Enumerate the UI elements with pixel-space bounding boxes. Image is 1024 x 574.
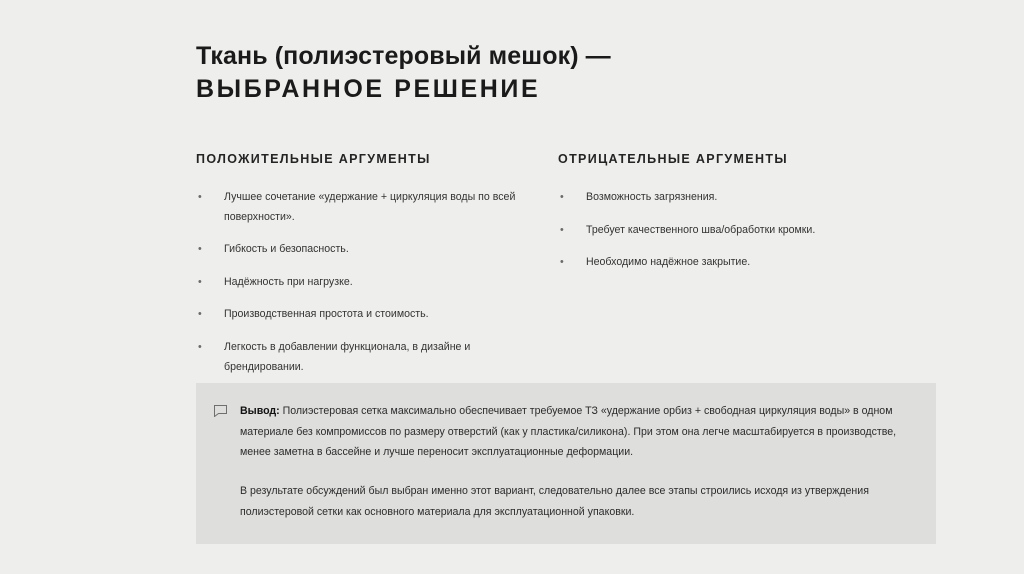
list-item [196, 338, 526, 377]
conclusion-callout [196, 383, 936, 544]
conclusion-body-1: Полиэстеровая сетка максимально обеспечивает требуемое ТЗ «удержание орбиз + свободная циркуляция воды» в одном материале без компромиссов по размеру отверстий (как у пластика/силикона). При этом она легче масштабируется в производстве, менее заметна в бассейне и лучше переносит эксплуатационные деформации. [240, 405, 897, 459]
list-item [558, 221, 888, 241]
list-item-text: Производственная простота и стоимость. [224, 308, 429, 321]
page-title [196, 40, 932, 106]
list-item [196, 305, 526, 325]
cons-list [558, 188, 888, 273]
bullet-icon: • [560, 223, 564, 236]
conclusion-paragraph-2: В результате обсуждений был выбран именно этот вариант, следовательно далее все этапы строились исходя из утверждения полиэстеровой сетки как основного материала для эксплуатационной упаковки. [240, 484, 869, 518]
list-item [196, 273, 526, 293]
bullet-icon: • [198, 308, 202, 321]
pros-heading: ПОЛОЖИТЕЛЬНЫЕ АРГУМЕНТЫ [196, 152, 431, 166]
list-item-text: Гибкость и безопасность. [224, 243, 349, 256]
list-item [558, 253, 888, 273]
bullet-icon: • [198, 275, 202, 288]
cons-heading: ОТРИЦАТЕЛЬНЫЕ АРГУМЕНТЫ [558, 152, 788, 166]
title-line-1: Ткань (полиэстеровый мешок) — [196, 42, 611, 70]
pros-list [196, 188, 526, 410]
bullet-icon: • [560, 256, 564, 269]
note-icon [214, 401, 240, 522]
bullet-icon: • [198, 243, 202, 256]
list-item-text: Возможность загрязнения. [586, 191, 718, 203]
list-item-text: Необходимо надёжное закрытие. [586, 256, 751, 269]
list-item [558, 188, 888, 208]
list-item-text: Лучшее сочетание «удержание + циркуляция воды по всей поверхности». [224, 191, 516, 223]
bullet-icon: • [198, 191, 202, 203]
list-item [196, 240, 526, 260]
bullet-icon: • [198, 340, 202, 353]
title-line-2: ВЫБРАННОЕ РЕШЕНИЕ [196, 75, 541, 103]
list-item [196, 188, 526, 227]
conclusion-paragraph-1 [240, 401, 908, 463]
list-item-text: Легкость в добавлении функционала, в дизайне и брендировании. [224, 340, 471, 373]
list-item-text: Надёжность при нагрузке. [224, 275, 353, 288]
bullet-icon: • [560, 191, 564, 203]
list-item-text: Требует качественного шва/обработки кромки. [586, 223, 816, 236]
conclusion-label: Вывод: [240, 405, 280, 417]
